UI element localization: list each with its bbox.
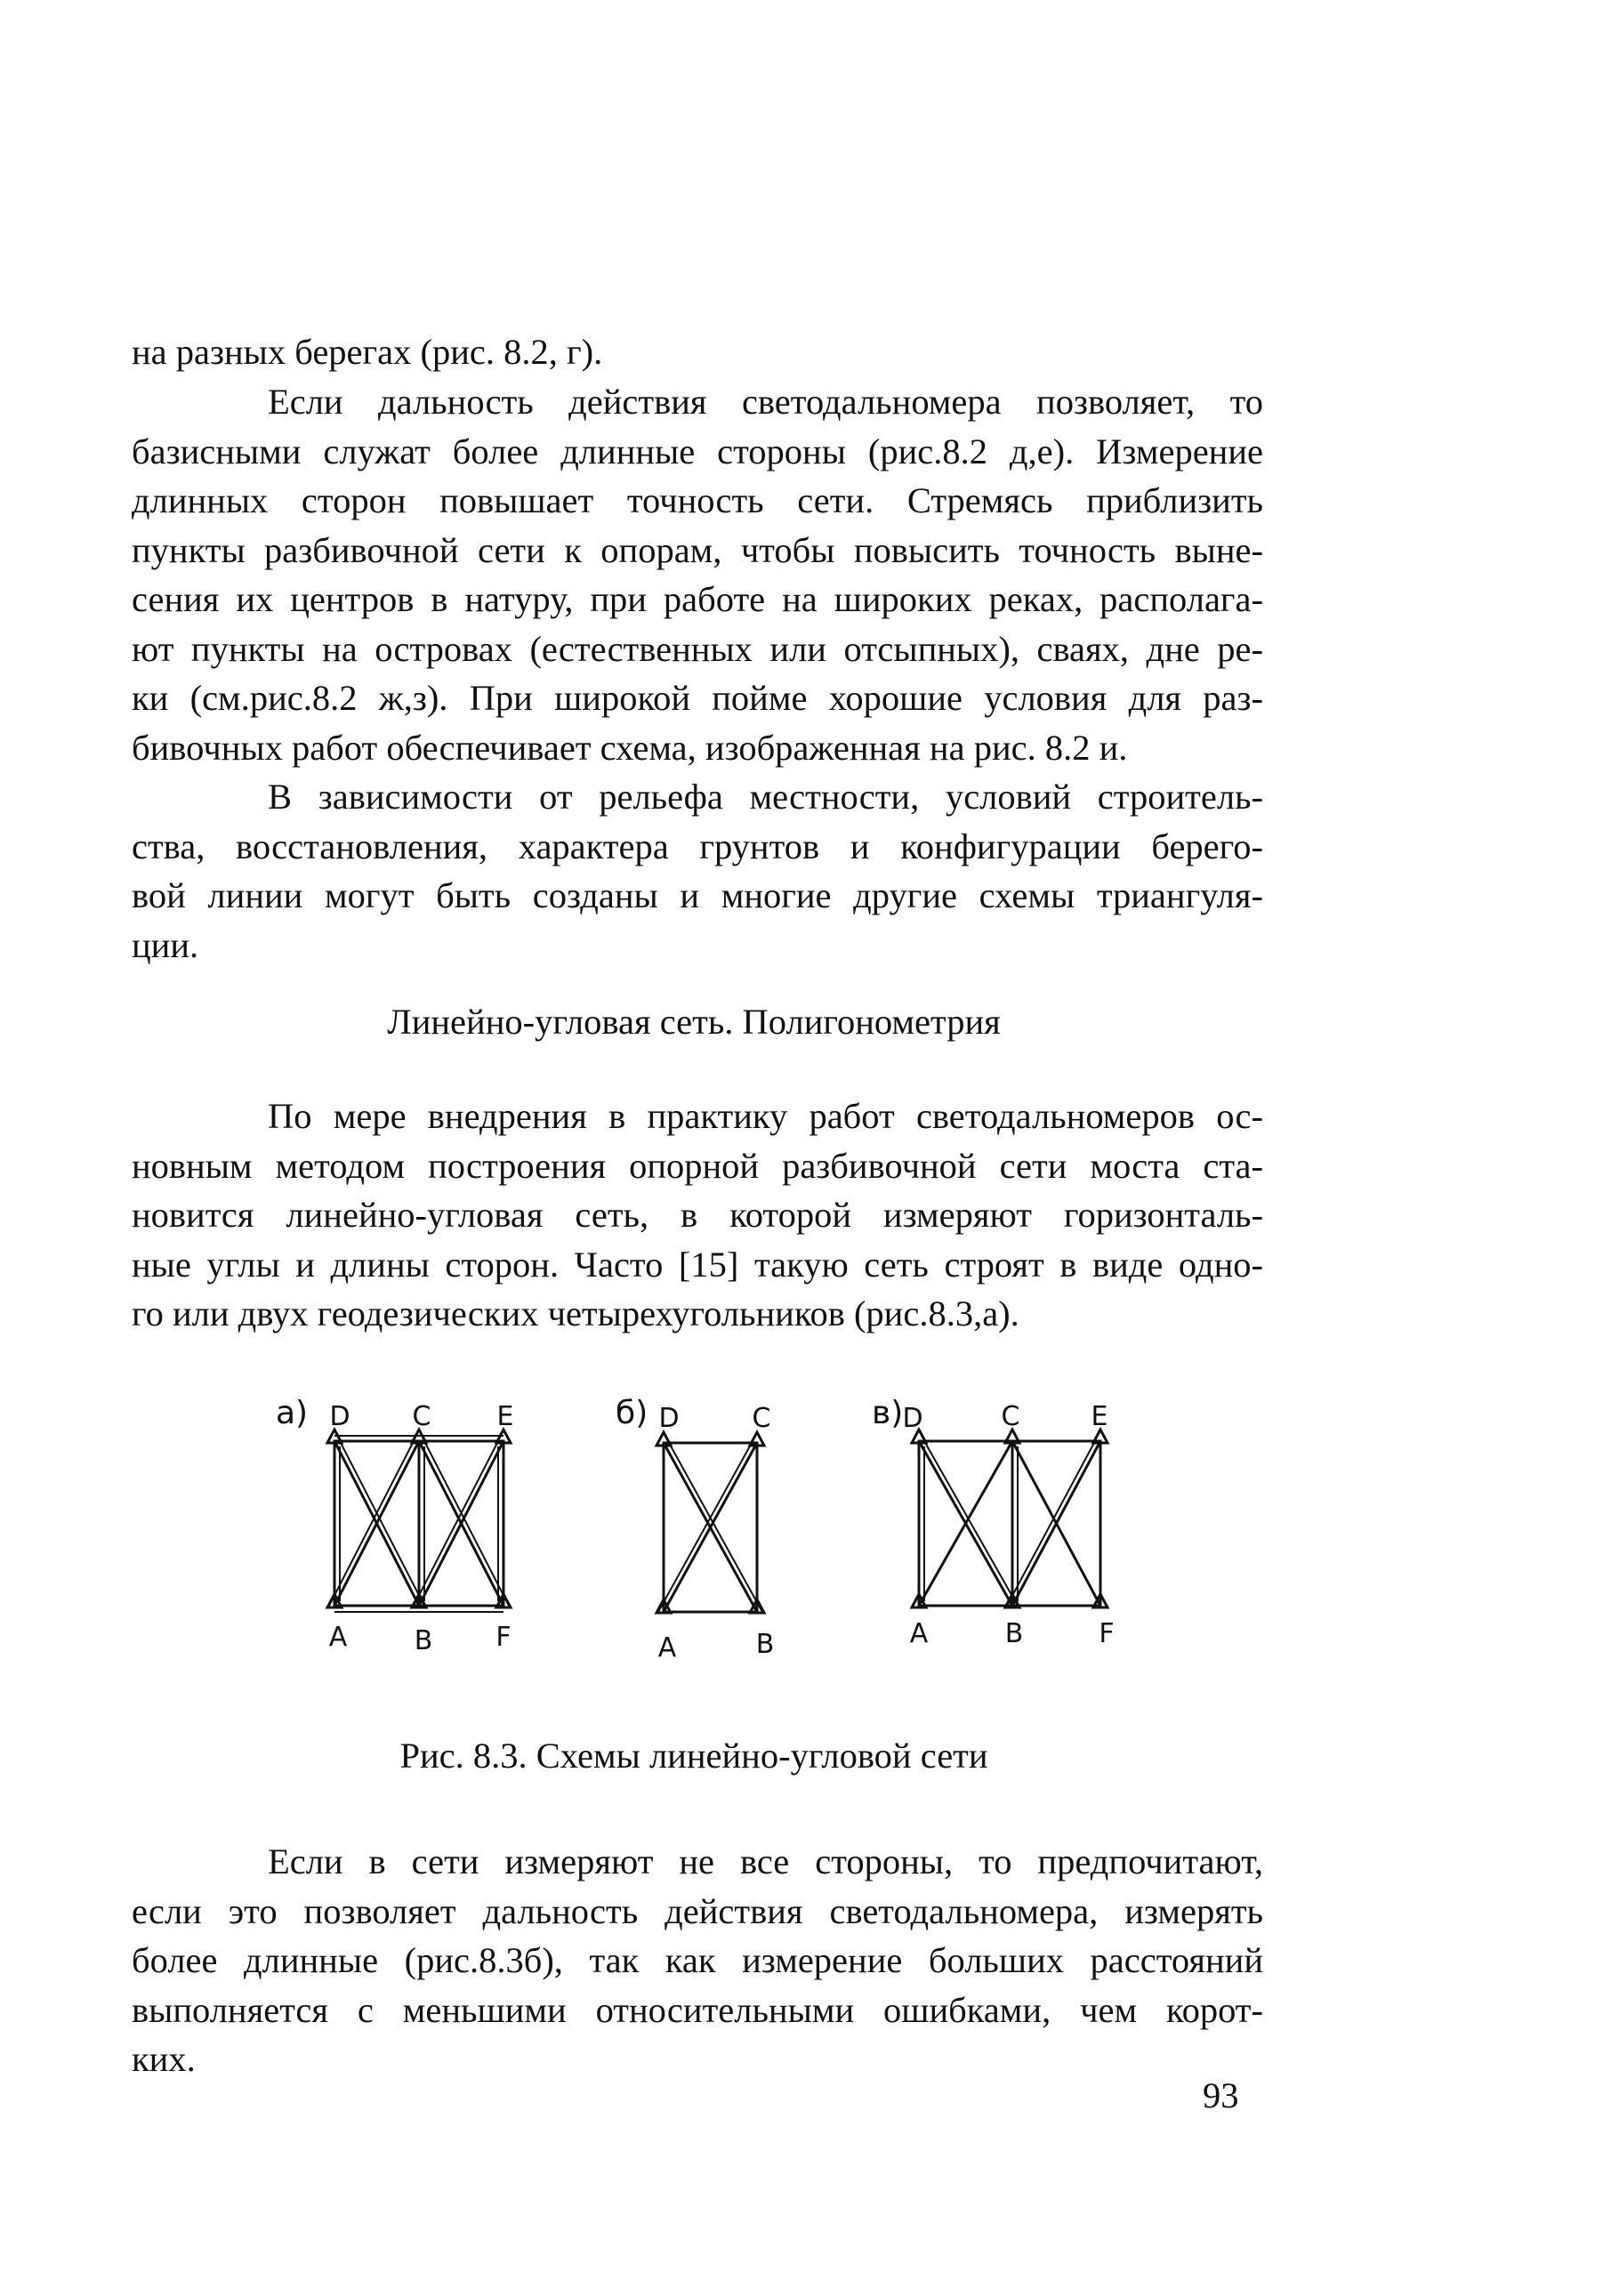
panel-label-a: а) <box>276 1395 309 1431</box>
point-label: A <box>657 1632 677 1664</box>
panel-label-b: б) <box>616 1395 648 1431</box>
point-label: D <box>658 1403 680 1434</box>
paragraph-4 <box>132 1092 1263 1339</box>
point-label: B <box>414 1625 433 1656</box>
diagram-a <box>327 1430 511 1612</box>
point-label: E <box>496 1401 514 1432</box>
point-label: F <box>495 1622 511 1653</box>
text-line: ные углы и длины сторон. Часто [15] такую сеть строят в виде одно- <box>132 1244 1263 1285</box>
page-number: 93 <box>1203 2075 1239 2115</box>
text-line: бивочных работ обеспечивает схема, изображенная на рис. 8.2 и. <box>132 727 1128 768</box>
text-line: По мере внедрения в практику работ светодальномеров ос- <box>268 1096 1263 1136</box>
text-line: вой линии могут быть созданы и многие другие схемы триангуля- <box>132 875 1263 915</box>
point-label: B <box>755 1629 775 1660</box>
text-line: Если дальность действия светодальномера позволяет, то <box>268 382 1263 422</box>
text-line: более длинные (рис.8.3б), так как измерение больших расстояний <box>132 1940 1263 1980</box>
text-line: выполняется с меньшими относительными ошибками, чем корот- <box>132 1989 1263 2030</box>
paragraph-2 <box>132 377 1263 772</box>
point-label: C <box>1001 1401 1020 1432</box>
point-label: B <box>1004 1618 1024 1649</box>
text-line: новным методом построения опорной разбивочной сети моста ста- <box>132 1145 1263 1186</box>
point-label: A <box>909 1618 929 1649</box>
text-line: сения их центров в натуру, при работе на широких реках, располага- <box>132 579 1263 619</box>
paragraph-1 <box>132 327 1263 377</box>
text-line: В зависимости от рельефа местности, условий строитель- <box>268 777 1263 817</box>
text-line: новится линейно-угловая сеть, в которой измеряют горизонталь- <box>132 1195 1263 1235</box>
text-line: ют пункты на островах (естественных или отсыпных), сваях, дне ре- <box>132 628 1263 669</box>
text-line: ции. <box>132 924 199 965</box>
point-label: C <box>752 1403 771 1434</box>
figure-8-3 <box>267 1388 1156 1672</box>
point-label: D <box>902 1403 923 1434</box>
figure-diagrams <box>267 1388 1156 1672</box>
diagram-c <box>912 1430 1108 1607</box>
panel-label-c: в) <box>872 1395 904 1431</box>
paragraph-5 <box>132 1837 1263 2084</box>
text-line: базисными служат более длинные стороны (рис.8.2 д,е). Измерение <box>132 431 1263 471</box>
text-line: Если в сети измеряют не все стороны, то предпочитают, <box>268 1841 1263 1881</box>
text-line: если это позволяет дальность действия светодальномера, измерять <box>132 1890 1263 1931</box>
text-line: пункты разбивочной сети к опорам, чтобы повысить точность выне- <box>132 529 1263 570</box>
diagram-b <box>656 1432 764 1613</box>
section-heading: Линейно-угловая сеть. Полигонометрия <box>387 1002 1001 1042</box>
text-line: ки (см.рис.8.2 ж,з). При широкой пойме хорошие условия для раз- <box>132 678 1263 718</box>
text-line: длинных сторон повышает точность сети. Стремясь приблизить <box>132 480 1263 520</box>
point-label: E <box>1091 1401 1108 1432</box>
point-label: D <box>329 1401 350 1432</box>
point-label: F <box>1099 1618 1115 1649</box>
text-line: ства, восстановления, характера грунтов и конфигурации берего- <box>132 826 1263 866</box>
figure-caption: Рис. 8.3. Схемы линейно-угловой сети <box>399 1736 988 1776</box>
point-label: C <box>412 1401 431 1432</box>
text-line: ких. <box>132 2039 196 2079</box>
text-line: го или двух геодезических четырехугольников (рис.8.3,а). <box>132 1293 1019 1333</box>
paragraph-3 <box>132 772 1263 970</box>
point-label: A <box>328 1622 348 1653</box>
text-line: на разных берегах (рис. 8.2, г). <box>132 332 603 372</box>
